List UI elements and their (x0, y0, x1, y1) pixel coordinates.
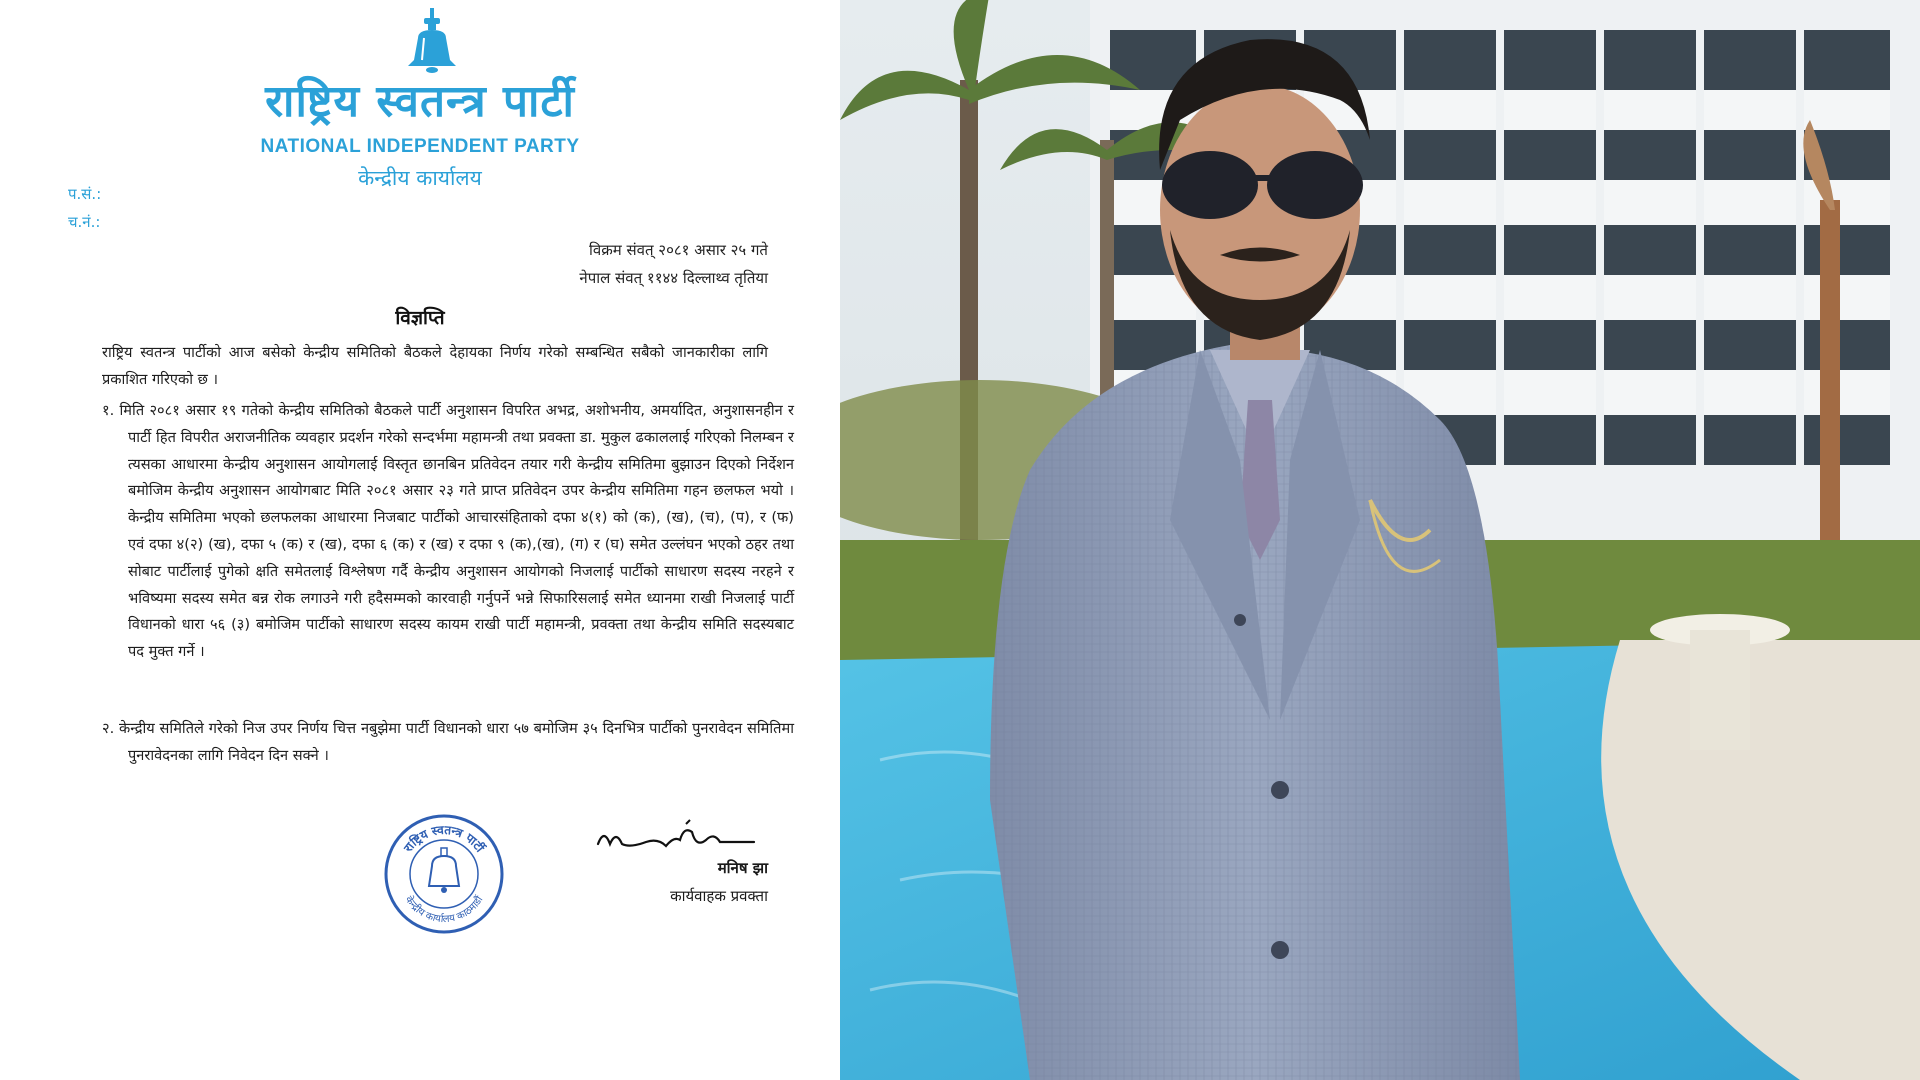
date-nepal-samvat: नेपाल संवत् ११४४ दिल्लाथ्व तृतिया (579, 269, 768, 287)
svg-text:राष्ट्रिय स्वतन्त्र पार्टी: राष्ट्रिय स्वतन्त्र पार्टी (401, 822, 487, 855)
portrait-photo (840, 0, 1920, 1080)
reference-number-label: प.सं.: (68, 185, 102, 203)
office-name: केन्द्रीय कार्यालय (358, 166, 482, 190)
intro-paragraph: राष्ट्रिय स्वतन्त्र पार्टीको आज बसेको केन्द्रीय समितिको बैठकले देहायका निर्णय गरेको सम्बन्धित सबैको जानकारीका लागि प्रकाशित गरिएको छ । (102, 344, 768, 388)
svg-text:केन्द्रीय कार्यालय काठमाडौं: केन्द्रीय कार्यालय काठमाडौं (402, 894, 486, 926)
decision-point-2: २. केन्द्रीय समितिले गरेको निज उपर निर्णय चित्त नबुझेमा पार्टी विधानको धारा ५७ बमोजिम ३५ दिनभित्र पार्टीको पुनरावेदन समितिमा पुनरावेदनका लागि निवेदन दिन सक्ने । (102, 720, 794, 764)
date-vikram-samvat: विक्रम संवत् २०८१ असार २५ गते (588, 241, 768, 259)
notice-title: विज्ञप्ति (395, 307, 445, 329)
signature (594, 818, 762, 858)
signer-name: मनिष झा (717, 859, 768, 877)
bell-icon (404, 8, 460, 74)
party-seal-icon (382, 812, 506, 936)
party-name-english: NATIONAL INDEPENDENT PARTY (260, 136, 580, 157)
signer-role: कार्यवाहक प्रवक्ता (670, 887, 768, 905)
party-name-devanagari: राष्ट्रिय स्वतन्त्र पार्टी (265, 76, 575, 127)
press-release-letter (0, 0, 840, 1080)
decision-point-1: १. मिति २०८१ असार १९ गतेको केन्द्रीय समितिको बैठकले पार्टी अनुशासन विपरित अभद्र, अशोभनीय, अमर्यादित, अनुशासनहीन र पार्टी हित विपरीत अराजनीतिक व्यवहार प्रदर्शन गरेको सन्दर्भमा महामन्त्री तथा प्रवक्ता डा. मुकुल ढकाललाई गरिएको निलम्बन र त्यसका आधारमा केन्द्रीय अनुशासन आयोगलाई विस्तृत छानबिन प्रतिवेदन तयार गरी केन्द्रीय समितिमा बुझाउन दिएको निर्देशन बमोजिम केन्द्रीय अनुशासन आयोगबाट मिति २०८१ असार २३ गते प्राप्त प्रतिवेदन उपर केन्द्रीय समितिमा गहन छलफल भयो । केन्द्रीय समितिमा भएको छलफलका आधारमा निजबाट पार्टीको आचारसंहिताको दफा ४(१) को (क), (ख), (च), (प), र (फ) एवं दफा ४(२) (ख), दफा ५ (क) र (ख), दफा ६ (क) र (ख) र दफा ९ (क),(ख), (ग) र (घ) समेत उल्लंघन भएको ठहर तथा सोबाट पार्टीलाई पुगेको क्षति समेतलाई विश्लेषण गर्दै केन्द्रीय अनुशासन आयोगको निजलाई पार्टीको साधारण सदस्य नरहने र भविष्यमा सदस्य समेत बन्न रोक लगाउने गरी हदैसम्मको कारवाही गर्नुपर्ने भन्ने सिफारिसलाई समेत ध्यानमा राखी निजलाई पार्टी विधानको धारा ५६ (३) बमोजिम पार्टीको साधारण सदस्य कायम राखी पार्टी महामन्त्री, प्रवक्ता तथा केन्द्रीय समिति सदस्यबाट पद मुक्त गर्ने । (102, 402, 794, 661)
dispatch-number-label: च.नं.: (68, 213, 101, 231)
